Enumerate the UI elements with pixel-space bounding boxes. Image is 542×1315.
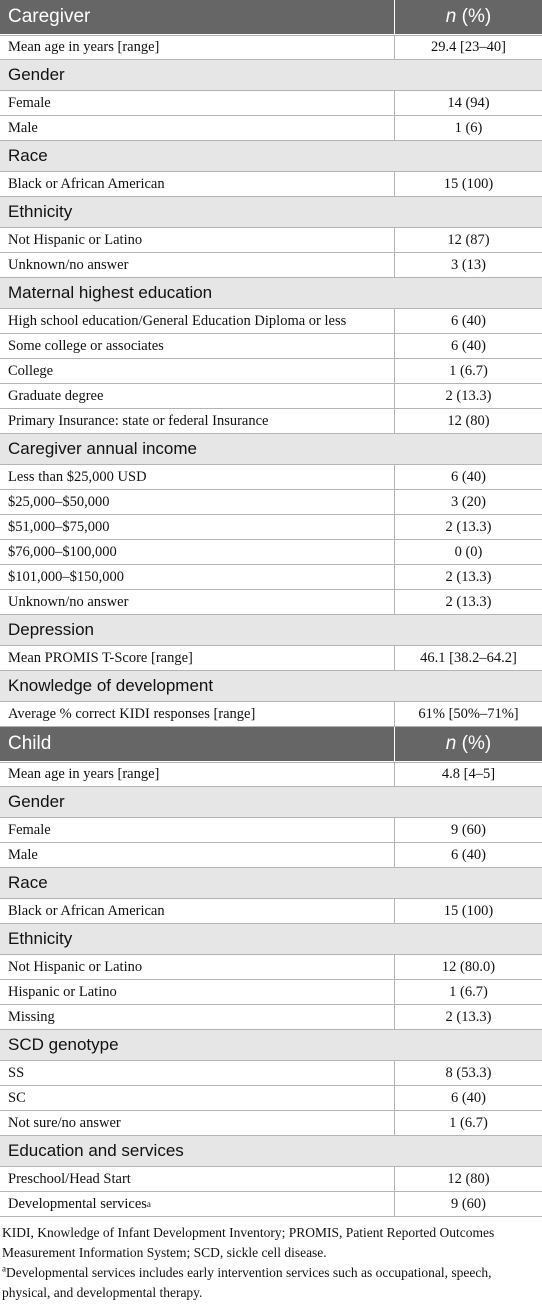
row-value: 2 (13.3) bbox=[445, 387, 492, 404]
row-value: 14 (94) bbox=[447, 94, 490, 111]
row-label: Preschool/Head Start bbox=[8, 1170, 131, 1187]
section-row bbox=[0, 924, 542, 955]
table-row bbox=[0, 646, 542, 671]
abbreviations-note: KIDI, Knowledge of Infant Development Inventory; PROMIS, Patient Reported Outcomes Measurement Information System; SCD, sickle cell disease. bbox=[2, 1225, 495, 1260]
header-n-symbol: n bbox=[445, 733, 457, 754]
row-label: Unknown/no answer bbox=[8, 593, 129, 610]
table-row bbox=[0, 91, 542, 116]
table-row bbox=[0, 116, 542, 141]
table-row bbox=[0, 818, 542, 843]
table-row bbox=[0, 1005, 542, 1030]
row-label: Less than $25,000 USD bbox=[8, 468, 147, 485]
row-label: Not sure/no answer bbox=[8, 1114, 121, 1131]
footnote-marker: a bbox=[2, 1263, 6, 1274]
section-row bbox=[0, 60, 542, 91]
row-label: SC bbox=[8, 1089, 26, 1106]
row-label: Hispanic or Latino bbox=[8, 983, 117, 1000]
row-value: 4.8 [4–5] bbox=[441, 766, 496, 782]
table-header-row bbox=[0, 0, 542, 35]
table-row bbox=[0, 334, 542, 359]
row-label: Male bbox=[8, 846, 38, 863]
header-n-percent bbox=[395, 0, 542, 34]
table-row bbox=[0, 899, 542, 924]
section-label: SCD genotype bbox=[8, 1035, 119, 1054]
row-label: $101,000–$150,000 bbox=[8, 568, 124, 585]
header-label: Caregiver bbox=[0, 0, 395, 34]
row-label: Some college or associates bbox=[8, 337, 164, 354]
row-label: Average % correct KIDI responses [range] bbox=[8, 705, 256, 722]
table-row bbox=[0, 172, 542, 197]
row-value: 1 (6.7) bbox=[449, 983, 488, 1000]
row-label: Female bbox=[8, 94, 51, 111]
row-label: Developmental services bbox=[8, 1195, 147, 1212]
section-label: Ethnicity bbox=[8, 929, 73, 948]
row-value: 0 (0) bbox=[454, 543, 483, 560]
section-label: Ethnicity bbox=[8, 202, 73, 221]
section-label: Education and services bbox=[8, 1141, 184, 1160]
row-value: 12 (80) bbox=[447, 412, 490, 429]
table-row bbox=[0, 565, 542, 590]
header-percent-label: (%) bbox=[456, 733, 492, 754]
section-label: Depression bbox=[8, 620, 94, 639]
table-row bbox=[0, 1086, 542, 1111]
row-label: Not Hispanic or Latino bbox=[8, 958, 143, 975]
row-label: Black or African American bbox=[8, 902, 165, 919]
row-value: 2 (13.3) bbox=[445, 568, 492, 585]
table-row bbox=[0, 465, 542, 490]
table-header-row bbox=[0, 727, 542, 762]
row-label: Not Hispanic or Latino bbox=[8, 231, 143, 248]
section-label: Maternal highest education bbox=[8, 283, 213, 302]
header-label: Child bbox=[0, 727, 395, 761]
section-row bbox=[0, 787, 542, 818]
row-value: 12 (80.0) bbox=[441, 958, 496, 975]
section-row bbox=[0, 1136, 542, 1167]
row-label: College bbox=[8, 362, 54, 379]
row-label: Primary Insurance: state or federal Insurance bbox=[8, 412, 269, 429]
section-row bbox=[0, 434, 542, 465]
table-row bbox=[0, 1061, 542, 1086]
section-label: Caregiver annual income bbox=[8, 439, 197, 458]
table-row bbox=[0, 515, 542, 540]
row-value: 1 (6.7) bbox=[449, 1114, 488, 1131]
section-label: Gender bbox=[8, 65, 65, 84]
table-row bbox=[0, 843, 542, 868]
header-percent-label: (%) bbox=[456, 6, 492, 27]
row-value: 6 (40) bbox=[450, 1089, 487, 1106]
table-row bbox=[0, 590, 542, 615]
row-label: Graduate degree bbox=[8, 387, 104, 404]
row-value: 12 (80) bbox=[447, 1170, 490, 1187]
row-label: $51,000–$75,000 bbox=[8, 518, 110, 535]
table-footnotes bbox=[0, 1217, 542, 1303]
table-row bbox=[0, 1111, 542, 1136]
header-n-symbol: n bbox=[445, 6, 457, 27]
row-label: Mean age in years [range] bbox=[8, 39, 160, 55]
section-label: Race bbox=[8, 146, 48, 165]
row-value: 1 (6.7) bbox=[449, 362, 488, 379]
row-value: 6 (40) bbox=[450, 468, 487, 485]
row-value: 12 (87) bbox=[447, 231, 490, 248]
table-row bbox=[0, 490, 542, 515]
row-value: 15 (100) bbox=[443, 175, 494, 192]
table-row bbox=[0, 35, 542, 60]
row-value: 2 (13.3) bbox=[445, 518, 492, 535]
row-value: 61% [50%–71%] bbox=[418, 705, 519, 722]
table-row bbox=[0, 384, 542, 409]
row-value: 15 (100) bbox=[443, 902, 494, 919]
table-row bbox=[0, 309, 542, 334]
table-row bbox=[0, 409, 542, 434]
row-value: 2 (13.3) bbox=[445, 1008, 492, 1025]
row-label: Male bbox=[8, 119, 38, 136]
row-label: Mean age in years [range] bbox=[8, 766, 160, 782]
row-value: 46.1 [38.2–64.2] bbox=[420, 649, 517, 666]
row-value: 9 (60) bbox=[450, 1195, 487, 1212]
row-label: $76,000–$100,000 bbox=[8, 543, 117, 560]
row-label: Missing bbox=[8, 1008, 55, 1025]
row-value: 1 (6) bbox=[454, 119, 483, 136]
footnote-a bbox=[2, 1263, 540, 1303]
row-label: $25,000–$50,000 bbox=[8, 493, 110, 510]
table-row bbox=[0, 980, 542, 1005]
row-value: 8 (53.3) bbox=[445, 1064, 492, 1081]
row-label: High school education/General Education Diploma or less bbox=[8, 312, 347, 329]
row-label: Black or African American bbox=[8, 175, 165, 192]
row-label: Mean PROMIS T-Score [range] bbox=[8, 649, 193, 666]
table-row bbox=[0, 253, 542, 278]
section-label: Race bbox=[8, 873, 48, 892]
table-row bbox=[0, 540, 542, 565]
section-row bbox=[0, 1030, 542, 1061]
section-row bbox=[0, 615, 542, 646]
row-value: 6 (40) bbox=[450, 312, 487, 329]
row-value: 6 (40) bbox=[450, 846, 487, 863]
table-row bbox=[0, 359, 542, 384]
row-value: 3 (13) bbox=[450, 256, 487, 273]
section-label: Gender bbox=[8, 792, 65, 811]
row-label: Female bbox=[8, 821, 51, 838]
table-row bbox=[0, 228, 542, 253]
section-row bbox=[0, 141, 542, 172]
row-value: 2 (13.3) bbox=[445, 593, 492, 610]
section-label: Knowledge of development bbox=[8, 676, 214, 695]
row-value: 6 (40) bbox=[450, 337, 487, 354]
section-row bbox=[0, 671, 542, 702]
section-row bbox=[0, 278, 542, 309]
footnote-a-text: Developmental services includes early intervention services such as occupational, speech, physical, and developmental therapy. bbox=[2, 1265, 492, 1300]
row-label: Unknown/no answer bbox=[8, 256, 129, 273]
table-row bbox=[0, 955, 542, 980]
table-row bbox=[0, 762, 542, 787]
section-row bbox=[0, 868, 542, 899]
row-label: SS bbox=[8, 1064, 25, 1081]
table-row bbox=[0, 1167, 542, 1192]
row-value: 3 (20) bbox=[450, 493, 487, 510]
table-row: Developmental services a 9 (60) bbox=[0, 1192, 542, 1217]
row-value: 9 (60) bbox=[450, 821, 487, 838]
row-value: 29.4 [23–40] bbox=[431, 39, 506, 55]
table-row bbox=[0, 702, 542, 727]
section-row bbox=[0, 197, 542, 228]
header-n-percent bbox=[395, 727, 542, 761]
